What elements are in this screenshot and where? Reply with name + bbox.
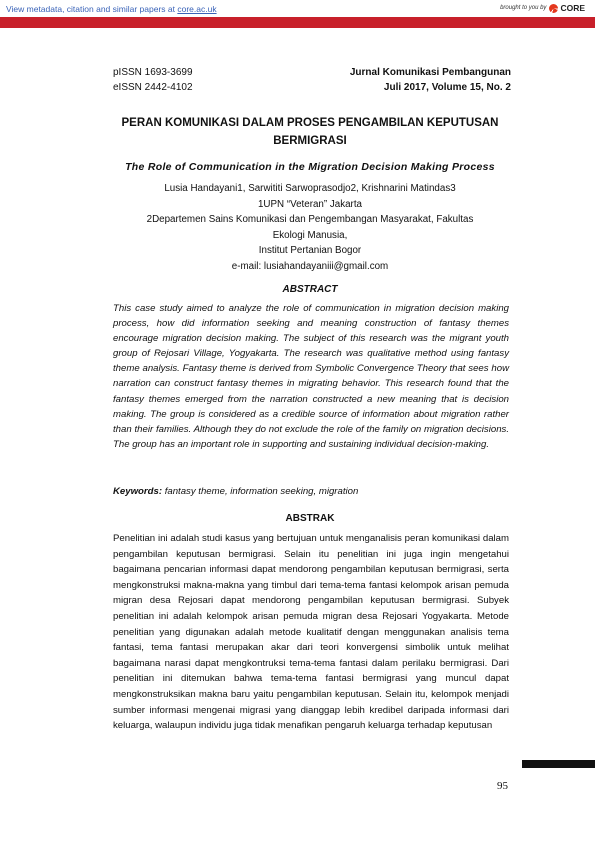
affiliation-2-cont: Ekologi Manusia, bbox=[272, 229, 348, 241]
paper-title-line-1: PERAN KOMUNIKASI DALAM PROSES PENGAMBILAN KEPUTUSAN bbox=[121, 117, 499, 129]
page-bar bbox=[522, 760, 595, 768]
core-provided-bar bbox=[0, 17, 595, 42]
core-banner bbox=[0, 0, 595, 42]
journal-issue: Juli 2017, Volume 15, No. 2 bbox=[383, 82, 511, 93]
abstrak-heading: ABSTRAK bbox=[285, 513, 335, 524]
paper-title-line-2: BERMIGRASI bbox=[273, 135, 347, 147]
paper-title bbox=[100, 114, 520, 150]
core-ac-uk-link[interactable]: core.ac.uk bbox=[177, 4, 217, 14]
core-provided-text: provided by Scientific Journals of Bogor Agricultural University bbox=[435, 35, 581, 42]
abstract-text: This case study aimed to analyze the role of communication in migration decision making process, how did information seeking and meaning construction of fantasy themes encourage migration decision making. The subject of this research was the migrant youth group of Rejosari Village, Yogyakarta. The research was qualitative method using fantasy theme analysis. Fantasy theme is derived from Symbolic Convergence Theory that sees how narration can construct fantasy themes in migrating behavior. This research found that the fantasy themes emerged from the narration constructed a new meaning that is decision making. The group is considered as a credible source of information about migration rather than their families. Although they do not exclude the role of the family on migration decisions. The group has an important role in supporting and sustaining individual decision-making. bbox=[113, 303, 509, 450]
keywords-text: fantasy theme, information seeking, migration bbox=[162, 486, 359, 497]
core-logo[interactable] bbox=[549, 3, 585, 13]
affiliation-3: Institut Pertanian Bogor bbox=[258, 245, 362, 256]
core-brought-by[interactable] bbox=[500, 3, 585, 13]
core-logo-label: CORE bbox=[560, 3, 585, 13]
affiliation-2: 2Departemen Sains Komunikasi dan Pengembangan Masyarakat, Fakultas bbox=[146, 214, 474, 225]
abstrak-text: Penelitian ini adalah studi kasus yang bertujuan untuk menganalisis peran komunikasi dalam pengambilan keputusan bermigrasi. Selain itu penelitian ini juga ingin mengetahui bagaimana pencarian informasi dapat mendorong pengambilan keputusan bermigrasi, serta mengkonstruksi makna-makna yang timbul dari tema-tema fantasi kelompok arisan pemuda migran desa Rejosari dapat mendorong pengambilan keputusan bermigrasi. Subyek penelitian ini adalah kelompok arisan pemuda migran desa Rejosari Yogyakarta. Metode penelitian yang digunakan adalah metode kualitatif dengan menggunakan analisis tema fantasi, tema fantasi merupakan akar dari teori konvergensi simbolik untuk melihat bagaimana narasi dapat mengkontruksi tema-tema fantasi dalam perilaku bermigrasi. Dari penelitian ini ditemukan bahwa tema-tema fantasi bermigrasi yang muncul dapat mengkonstruksikan makna baru yaitu pengambilan keputusan. Selain itu, kelompok menjadi sumber informasi mengenai migrasi yang dianggap lebih kredibel daripada informasi dari keluarga, walaupun individu juga tidak menafikan pengaruh keluarga terhadap keputusan bbox=[113, 533, 509, 732]
pissn: pISSN 1693-3699 bbox=[113, 67, 193, 78]
core-banner-top bbox=[0, 0, 595, 17]
affiliation-1: 1UPN “Veteran” Jakarta bbox=[257, 198, 362, 210]
keywords-label: Keywords: bbox=[113, 486, 163, 497]
core-metadata-link[interactable]: View metadata, citation and similar papers at core.ac.uk bbox=[6, 4, 217, 14]
keywords bbox=[113, 486, 509, 497]
paper-subtitle: The Role of Communication in the Migration Decision Making Process bbox=[125, 161, 495, 173]
core-logo-icon bbox=[549, 4, 558, 13]
journal-name: Jurnal Komunikasi Pembangunan bbox=[349, 67, 511, 78]
page-number: 95 bbox=[497, 780, 508, 792]
eissn: eISSN 2442-4102 bbox=[113, 82, 193, 93]
authors: Lusia Handayani1, Sarwititi Sarwoprasodjo2, Krishnarini Matindas3 bbox=[164, 183, 456, 194]
brought-to-you-text: brought to you by bbox=[500, 5, 547, 11]
abstract-heading: ABSTRACT bbox=[282, 284, 338, 295]
author-email: e-mail: lusiahandayaniii@gmail.com bbox=[231, 260, 389, 272]
